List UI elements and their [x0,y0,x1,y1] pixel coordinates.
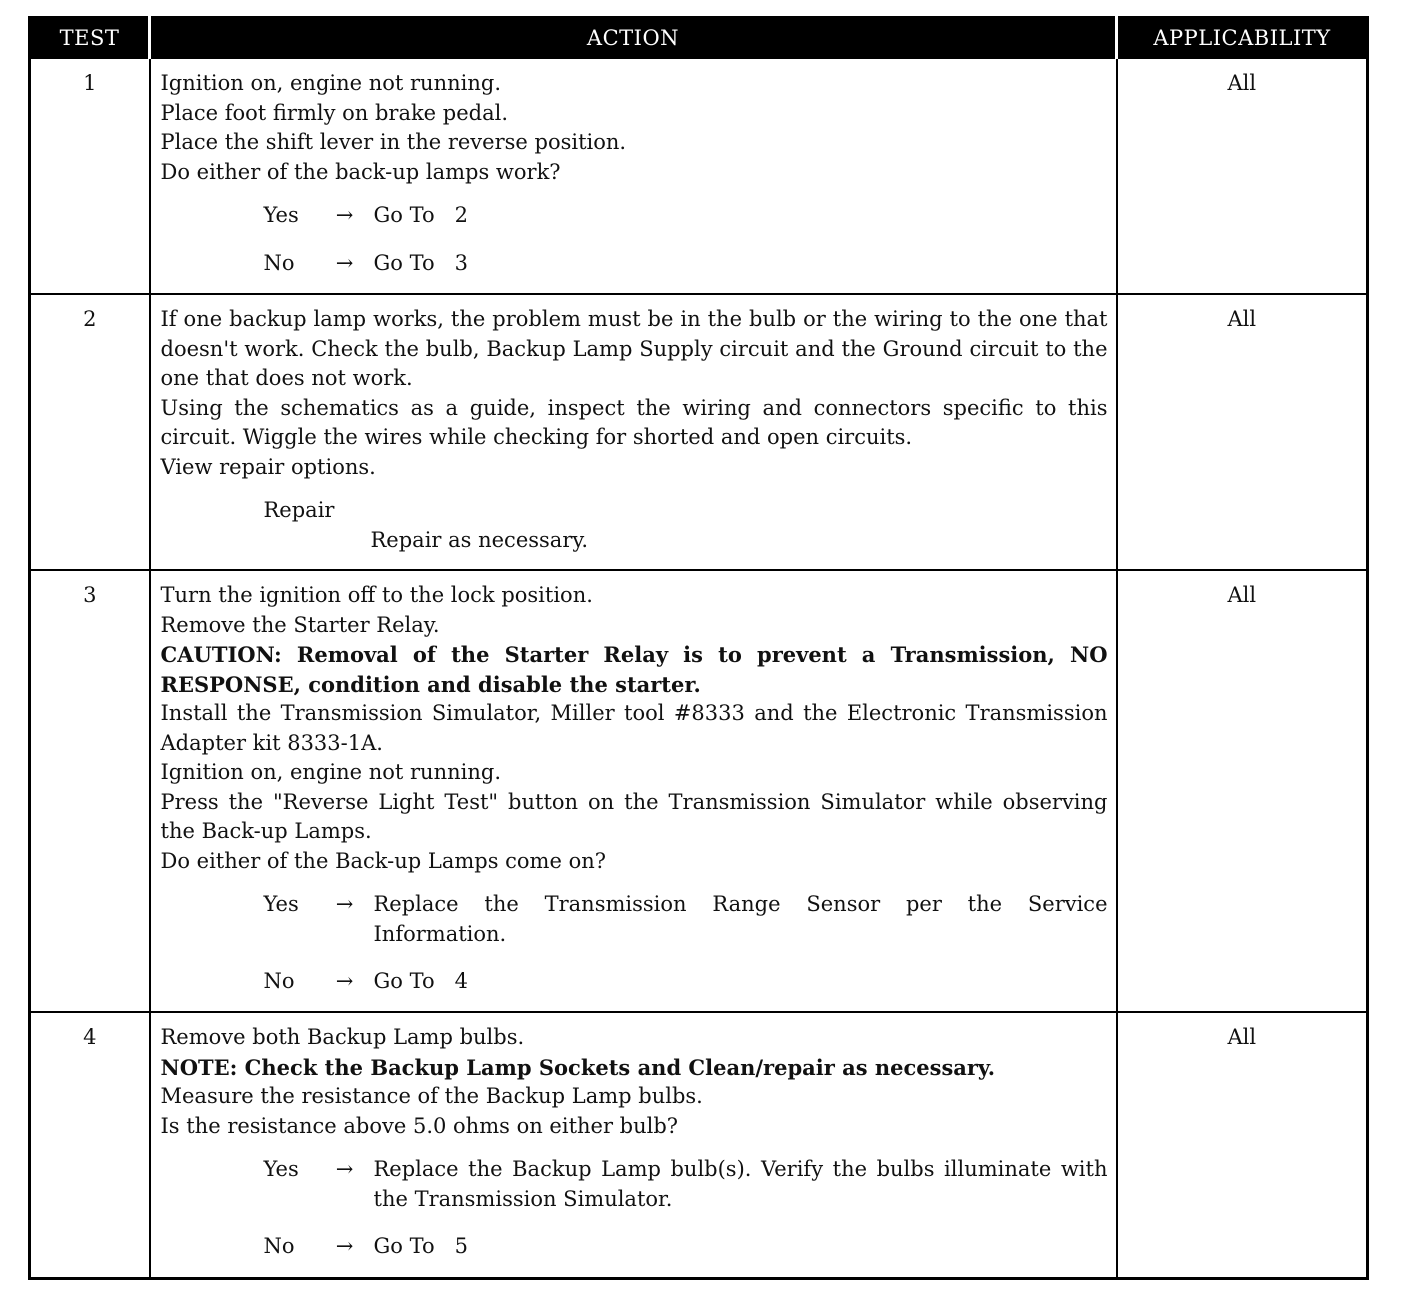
table-header-row [30,18,1368,59]
repair-label: Repair [263,498,335,522]
action-cell [150,294,1117,570]
action-line: Place the shift lever in the reverse position. [160,130,627,154]
answer-list [161,890,1108,997]
action-line: Turn the ignition off to the lock position. [160,583,593,607]
answer-text: Go To 5 [373,1234,468,1258]
applicability-cell: All [1117,570,1368,1012]
action-line: View repair options. [160,454,376,479]
answer-text: Replace the Backup Lamp bulb(s). Verify the bulbs illuminate with the Transmission Simulator. [373,1157,1108,1211]
caution-text: CAUTION: Removal of the Starter Relay is to prevent a Transmission, NO RESPONSE, condition and disable the starter. [160,642,1108,697]
note-text: NOTE: Check the Backup Lamp Sockets and Clean/repair as necessary. [160,1054,996,1080]
applicability-cell: All [1117,294,1368,570]
table-row [30,58,1368,294]
applicability-cell: All [1117,58,1368,294]
repair-text: Repair as necessary. [370,527,589,552]
table-row [30,294,1368,570]
answer-key: No [263,969,295,993]
answer-yes [161,201,1108,231]
action-line: Do either of the Back-up Lamps come on? [160,848,606,873]
test-number: 4 [30,1012,150,1278]
right-arrow-icon: → [335,969,354,993]
answer-key: Yes [263,892,299,916]
answer-yes [161,1155,1108,1214]
answer-key: No [263,250,295,275]
table-row [30,1012,1368,1278]
header-test: TEST [30,18,150,59]
test-number: 1 [30,58,150,294]
action-line: Do either of the back-up lamps work? [160,159,561,184]
action-cell [150,1012,1117,1278]
answer-key: Yes [263,1157,299,1181]
answer-list [161,201,1108,278]
action-line: Using the schematics as a guide, inspect the wiring and connectors specific to this circuit. Wiggle the wires while checking for shorted and open circuits. [160,395,1108,449]
test-number: 3 [30,570,150,1012]
action-line: Ignition on, engine not running. [160,71,501,95]
answer-no [161,1232,1108,1262]
header-applicability: APPLICABILITY [1117,18,1368,59]
answer-key: Yes [263,203,299,227]
action-line: Measure the resistance of the Backup Lamp bulbs. [160,1084,703,1108]
header-action: ACTION [150,18,1117,59]
answer-text: Go To 4 [373,969,468,993]
action-line: Press the "Reverse Light Test" button on the Transmission Simulator while observing the Back-up Lamps. [160,789,1108,843]
action-line: Ignition on, engine not running. [160,760,501,784]
applicability-cell: All [1117,1012,1368,1278]
answer-no [161,967,1108,997]
action-cell [150,570,1117,1012]
answer-list [161,1155,1108,1262]
action-cell [150,58,1117,294]
action-line: Place foot firmly on brake pedal. [160,100,509,125]
right-arrow-icon: → [335,250,354,275]
answer-text: Go To 3 [373,250,468,275]
test-number: 2 [30,294,150,570]
right-arrow-icon: → [335,892,354,916]
diagnostic-test-sheet [28,16,1366,1280]
answer-no [161,249,1108,279]
action-line: If one backup lamp works, the problem must be in the bulb or the wiring to the one that doesn't work. Check the bulb, Backup Lamp Supply circuit and the Ground circuit to the one that does not work. [160,307,1108,390]
table-row [30,570,1368,1012]
right-arrow-icon: → [335,1157,354,1181]
answer-text: Replace the Transmission Range Sensor per the Service Information. [373,892,1108,946]
action-line: Remove both Backup Lamp bulbs. [160,1025,525,1049]
right-arrow-icon: → [335,203,354,227]
action-line: Remove the Starter Relay. [160,612,440,637]
action-line: Install the Transmission Simulator, Miller tool #8333 and the Electronic Transmission Adapter kit 8333-1A. [160,701,1108,755]
answer-key: No [263,1234,295,1258]
answer-yes [161,890,1108,949]
answer-text: Go To 2 [373,203,468,227]
diagnostic-table [28,16,1369,1280]
action-line: Is the resistance above 5.0 ohms on either bulb? [160,1113,679,1138]
right-arrow-icon: → [335,1234,354,1258]
